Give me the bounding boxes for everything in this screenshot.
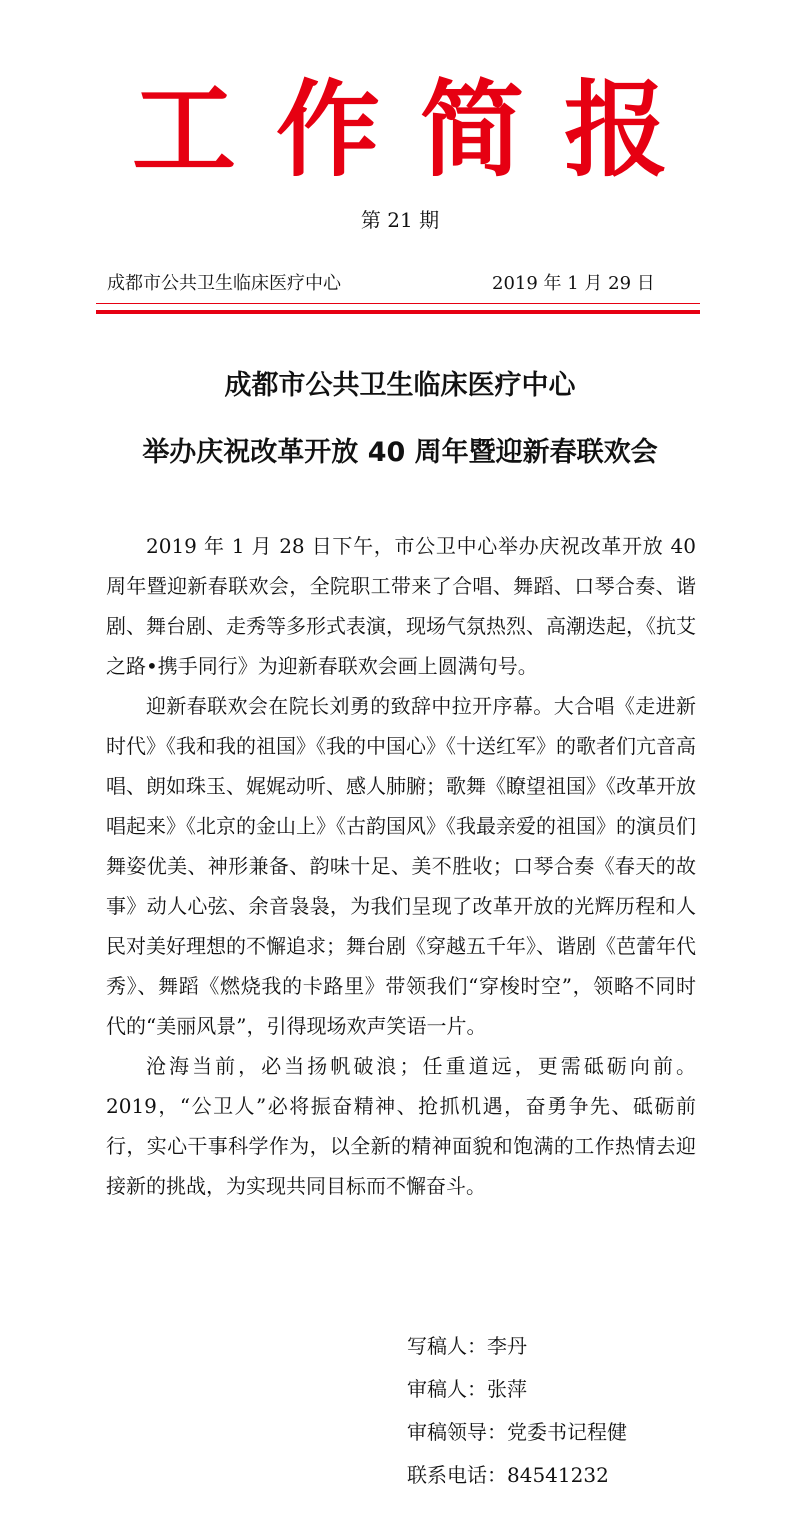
- issue-number: 第 21 期: [360, 208, 440, 232]
- publication-date: 2019 年 1 月 29 日: [492, 273, 655, 294]
- header-divider-thick: [96, 310, 700, 314]
- publisher-name: 成都市公共卫生临床医疗中心: [107, 273, 341, 294]
- paragraph-2: 迎新春联欢会在院长刘勇的致辞中拉开序幕。大合唱《走进新时代》《我和我的祖国》《我的中国心》《十送红军》的歌者们亢音高唱、朗如珠玉、娓娓动听、感人肺腑；歌舞《瞭望祖国》《改革开放唱起来》《北京的金山上》《古韵国风》《我最亲爱的祖国》的演员们舞姿优美、神形兼备、韵味十足、美不胜收；口琴合奏《春天的故事》动人心弦、余音袅袅，为我们呈现了改革开放的光辉历程和人民对美好理想的不懈追求；舞台剧《穿越五千年》、谐剧《芭蕾年代秀》、舞蹈《燃烧我的卡路里》带领我们“穿梭时空”，领略不同时代的“美丽风景”，引得现场欢声笑语一片。: [106, 694, 696, 1038]
- paragraph-1: 2019 年 1 月 28 日下午，市公卫中心举办庆祝改革开放 40 周年暨迎新春联欢会，全院职工带来了合唱、舞蹈、口琴合奏、谐剧、舞台剧、走秀等多形式表演，现场气氛热烈、高潮迭起，《抗艾之路•携手同行》为迎新春联欢会画上圆满句号。: [106, 534, 696, 678]
- masthead-title: 工作简报: [131, 69, 708, 191]
- article-title-line-2: 举办庆祝改革开放 40 周年暨迎新春联欢会: [142, 437, 658, 468]
- paragraph-3: 沧海当前，必当扬帆破浪；任重道远，更需砥砺向前。2019，“公卫人”必将振奋精神、抢抓机遇，奋勇争先、砥砺前行，实心干事科学作为，以全新的精神面貌和饱满的工作热情去迎接新的挑战，为实现共同目标而不懈奋斗。: [106, 1054, 696, 1198]
- writer-credit: 写稿人：李丹: [407, 1334, 527, 1358]
- review-leader-credit: 审稿领导：党委书记程健: [407, 1420, 627, 1444]
- article-body: [106, 526, 696, 1206]
- credits-block: [407, 1325, 767, 1497]
- article-title-line-1: 成都市公共卫生临床医疗中心: [224, 370, 576, 401]
- header-divider-thin: [96, 303, 700, 304]
- contact-phone: 联系电话：84541232: [407, 1463, 609, 1487]
- publication-info-row: [107, 270, 667, 298]
- reviewer-credit: 审稿人：张萍: [407, 1377, 527, 1401]
